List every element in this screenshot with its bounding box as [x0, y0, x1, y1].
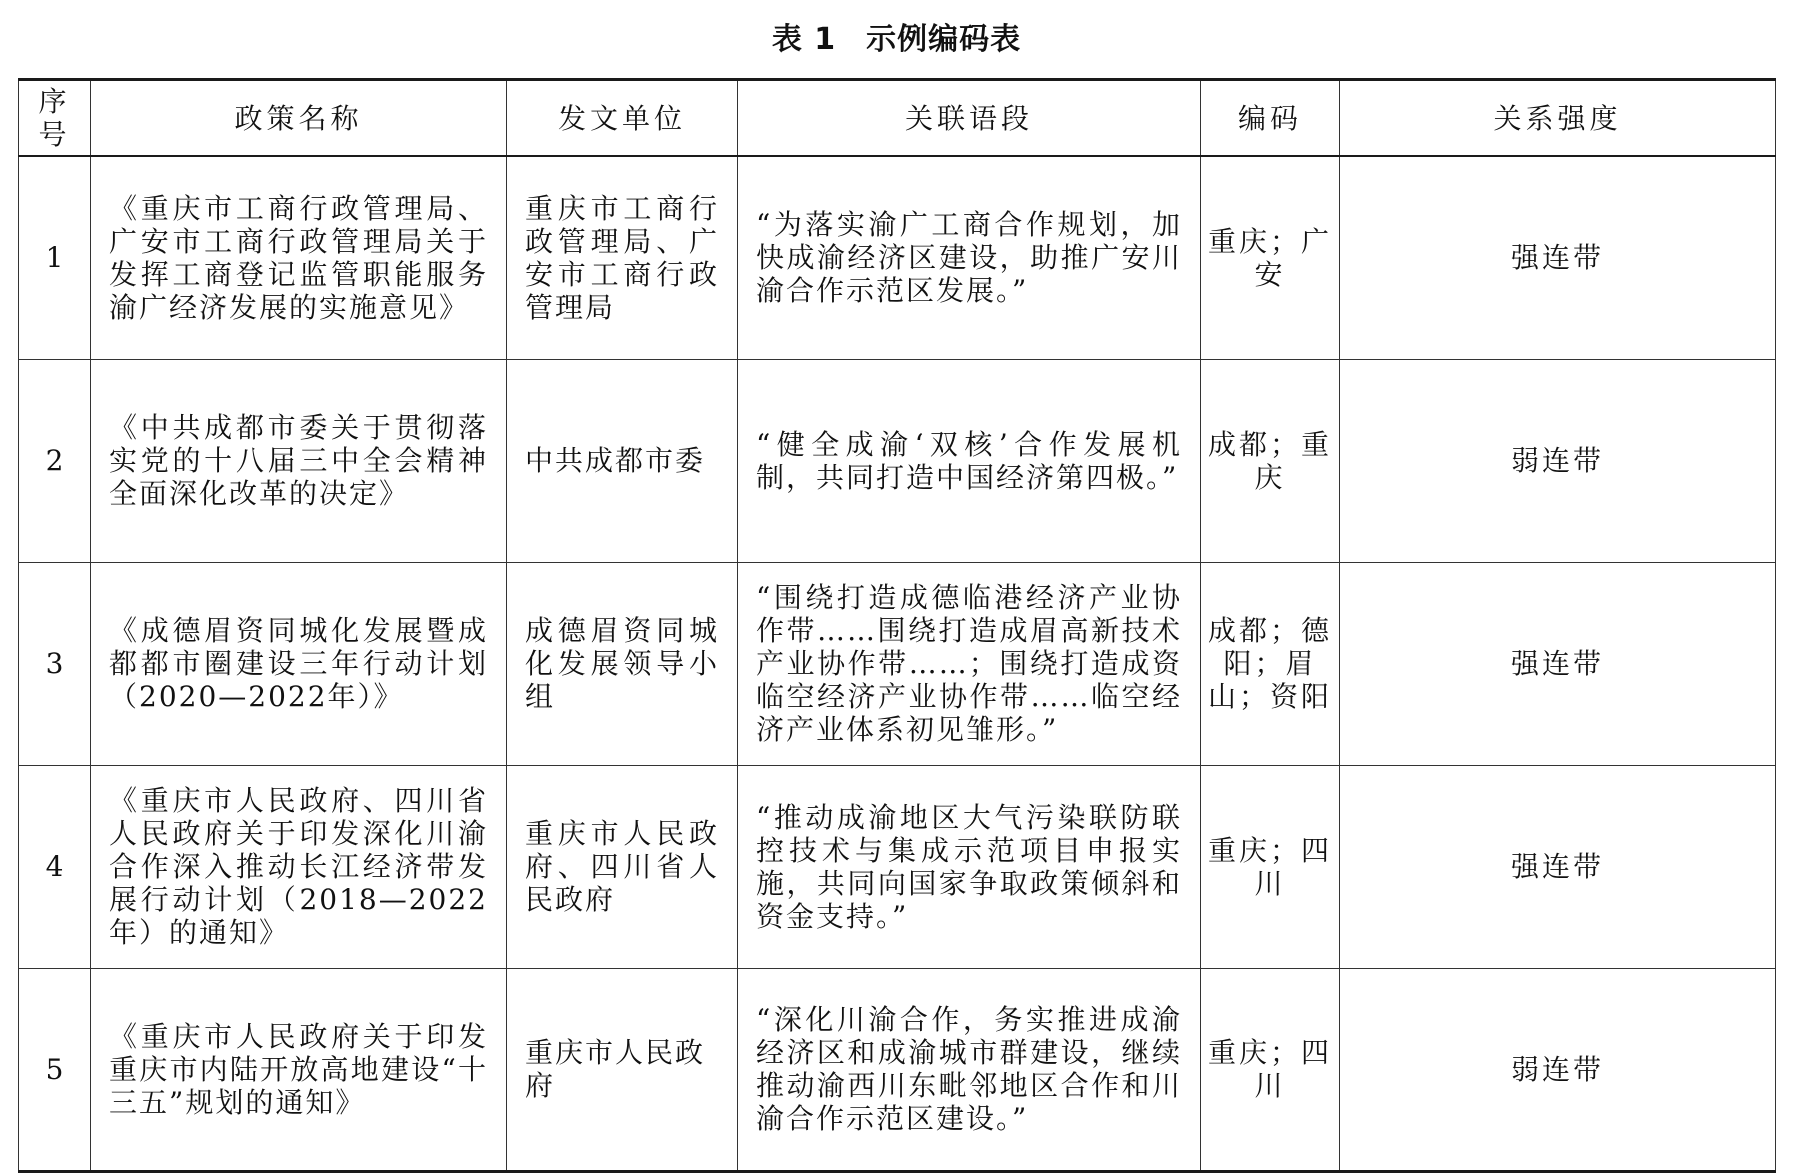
row-serial: 4 — [19, 765, 91, 968]
row-policy-name: 《重庆市工商行政管理局、广安市工商行政管理局关于发挥工商登记监管职能服务渝广经济发展的实施意见》 — [91, 156, 507, 359]
row-relation-strength: 弱连带 — [1340, 359, 1776, 562]
row-issuing-unit: 中共成都市委 — [507, 359, 738, 562]
row-code: 重庆；四川 — [1201, 968, 1340, 1171]
table-title: 示例编码表 — [866, 22, 1022, 57]
row-code: 重庆；四川 — [1201, 765, 1340, 968]
coding-table — [18, 78, 1776, 1173]
row-issuing-unit: 重庆市人民政府 — [507, 968, 738, 1171]
row-related-passage: “推动成渝地区大气污染联防联控技术与集成示范项目申报实施，共同向国家争取政策倾斜和资金支持。” — [738, 765, 1201, 968]
table-header — [19, 80, 1776, 157]
table-caption — [0, 14, 1793, 58]
header-issuing-unit: 发文单位 — [507, 80, 738, 157]
row-issuing-unit: 成德眉资同城化发展领导小组 — [507, 562, 738, 765]
header-policy-name: 政策名称 — [91, 80, 507, 157]
row-code: 成都；德阳；眉山；资阳 — [1201, 562, 1340, 765]
row-issuing-unit: 重庆市工商行政管理局、广安市工商行政管理局 — [507, 156, 738, 359]
row-related-passage: “深化川渝合作，务实推进成渝经济区和成渝城市群建设，继续推动渝西川东毗邻地区合作和川渝合作示范区建设。” — [738, 968, 1201, 1171]
row-policy-name: 《重庆市人民政府、四川省人民政府关于印发深化川渝合作深入推动长江经济带发展行动计划（2018—2022年）的通知》 — [91, 765, 507, 968]
row-relation-strength: 强连带 — [1340, 562, 1776, 765]
table-row — [19, 562, 1776, 765]
table-row — [19, 359, 1776, 562]
header-serial: 序号 — [19, 80, 91, 157]
table-row — [19, 156, 1776, 359]
row-policy-name: 《重庆市人民政府关于印发重庆市内陆开放高地建设“十三五”规划的通知》 — [91, 968, 507, 1171]
row-related-passage: “健全成渝‘双核’合作发展机制，共同打造中国经济第四极。” — [738, 359, 1201, 562]
row-policy-name: 《中共成都市委关于贯彻落实党的十八届三中全会精神全面深化改革的决定》 — [91, 359, 507, 562]
row-issuing-unit: 重庆市人民政府、四川省人民政府 — [507, 765, 738, 968]
table-label: 表 1 — [771, 22, 837, 57]
row-relation-strength: 强连带 — [1340, 765, 1776, 968]
row-serial: 5 — [19, 968, 91, 1171]
row-serial: 1 — [19, 156, 91, 359]
row-relation-strength: 强连带 — [1340, 156, 1776, 359]
header-related-passage: 关联语段 — [738, 80, 1201, 157]
row-related-passage: “为落实渝广工商合作规划，加快成渝经济区建设，助推广安川渝合作示范区发展。” — [738, 156, 1201, 359]
row-policy-name: 《成德眉资同城化发展暨成都都市圈建设三年行动计划（2020—2022年）》 — [91, 562, 507, 765]
row-serial: 3 — [19, 562, 91, 765]
row-code: 成都；重庆 — [1201, 359, 1340, 562]
table-row — [19, 968, 1776, 1171]
row-serial: 2 — [19, 359, 91, 562]
header-row — [19, 80, 1776, 157]
row-related-passage: “围绕打造成德临港经济产业协作带……围绕打造成眉高新技术产业协作带……；围绕打造成资临空经济产业协作带……临空经济产业体系初见雏形。” — [738, 562, 1201, 765]
table-body — [19, 156, 1776, 1171]
row-relation-strength: 弱连带 — [1340, 968, 1776, 1171]
row-code: 重庆；广安 — [1201, 156, 1340, 359]
table-row — [19, 765, 1776, 968]
header-relation-strength: 关系强度 — [1340, 80, 1776, 157]
header-code: 编码 — [1201, 80, 1340, 157]
